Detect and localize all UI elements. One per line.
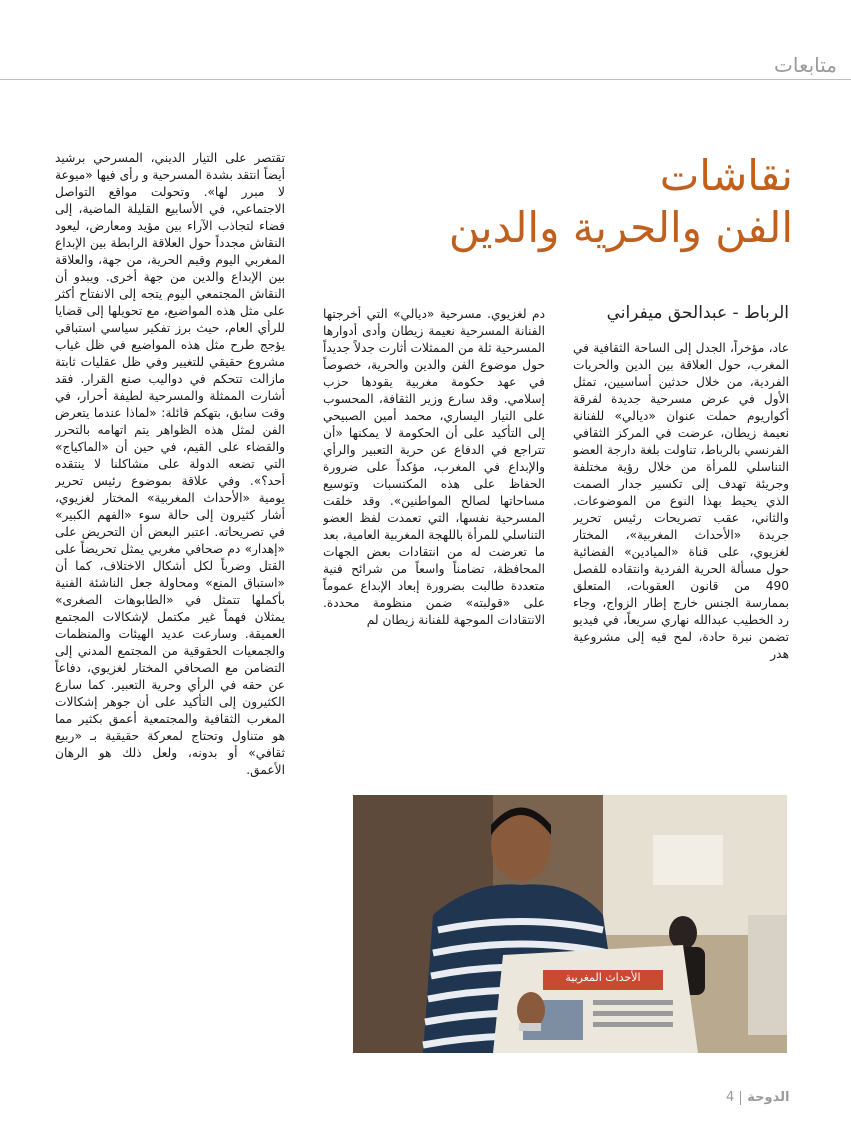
article-column-middle: دم لغزيوي. مسرحية «ديالي» التي أخرجتها الفنانة المسرحية نعيمة زيطان وأدى أدوارها المسرحية ثلة من الممثلات أثارت جدلاً جديداً حول موضوع الفن والدين والحرية، خصوصاً في عهد حكومة مغربية يقودها حزب إسلامي. وقد سارع وزير الثقافة، المحسوب على التيار اليساري، محمد أمين الصبيحي إلى التأكيد على أن الحكومة لا يمكنها «أن تتراجع في الدفاع عن حرية التعبير والرأي والإبداع في المغرب، مؤكداً على ضرورة الحفاظ على هذه المكتسبات وتوسيع مساحاتها لصالح المواطنين». وقد خلقت المسرحية نفسها، التي تعمدت لفظ العضو التناسلي للمرأة باللهجة المغربية العامية، بعد ما تعرضت له من انتقادات بعض الجهات المحافظة، تضامناً واسعاً من شرائح فنية متعددة طالبت بضرورة إبعاد الإبداع عموماً على «قولبته» ضمن منظومة محددة. الانتقادات الموجهة للفنانة زيطان لم [323, 307, 545, 627]
article-column-left: تقتصر على التيار الديني، المسرحي برشيد أيضاً انتقد بشدة المسرحية و رأى فيها «ميوعة لا مبرر لها». وتحولت مواقع التواصل الاجتماعي، في الأسابيع القليلة الماضية، إلى فضاء لتجاذب الآراء بين مؤيد ومعارض، ليعود النقاش مجدداً حول العلاقة الرابطة بين الإبداع المغربي اليوم وقيم الحرية، من جهة، والعلاقة بين الإبداع والدين من جهة أخرى. ويبدو أن النقاش المجتمعي اليوم يتجه إلى الانفتاح أكثر على مثل هذه المواضيع، مع تحويلها إلى قضايا للرأي العام، حيث برز تفكير سياسي استباقي يؤجج طرح مثل هذه المواضيع في ظل غياب مشروع حقيقي للتغيير وفي ظل عقليات ثابتة مازالت تتحكم في دواليب صنع القرار. فقد أشارت الممثلة والمسرحية لطيفة أحرار، في وقت سابق، بتهكم قائلة: «لماذا عندما يتعرض الفن لمثل هذه الظواهر يتم اتهامه بالتحرر والقضاء على القيم، في حين أن «الماكياج» التي تضعه الدولة على مشاكلنا لا ينتقده أحد؟». وفي علاقة بموضوع رئيس تحرير يومية «الأحداث المغربية» المختار لغزيوي، أشار كثيرون إلى حالة سوء «الفهم الكبير» في تصريحاته. اعتبر البعض أن التحريض على «إهدار» دم صحافي مغربي يمثل تحريضاً على القتل وضرباً لكل أشكال الاختلاف، كما أن «استباق المنع» ومحاولة جعل الناشئة الفنية بأكملها تتمثل في «الطابوهات الصغرى» يمثلان فهماً غير مكتمل لإشكالات المجتمع العميقة. وسارعت عديد الهيئات والمنظمات والجمعيات الحقوقية من المجتمع المدني إلى التضامن مع الصحافي المختار لغزيوي، دفاعاً عن حقه في الرأي وحرية التعبير. كما سارع الكثيرون إلى التأكيد على أن جوهر إشكالات المغرب الثقافية والمجتمعية أعمق بكثير مما هو متناول وتحتاج لمعركة حقيقية بـ «ربيع ثقافي» أو بدونه، ولعل ذلك هو الرهان الأعمق. [55, 151, 285, 777]
byline: الرباط - عبدالحق ميفراني [606, 303, 789, 323]
newspaper-masthead: الأحداث المغربية [565, 971, 641, 984]
page-number: 4 [726, 1090, 735, 1105]
section-divider [0, 79, 851, 80]
page-footer [726, 1090, 806, 1105]
footer-divider [740, 1091, 741, 1105]
headline-line-1: نقاشات [659, 151, 793, 200]
article-photo [353, 795, 787, 1053]
magazine-brand: الدوحة [747, 1090, 790, 1105]
article-headline [353, 150, 793, 254]
section-label: متابعات [774, 53, 837, 77]
headline-line-2: الفن والحرية والدين [448, 203, 793, 252]
article-column-right: عاد، مؤخراً، الجدل إلى الساحة الثقافية في المغرب، حول العلاقة بين الدين والحريات الفردية، من خلال حدثين أساسيين، تمثل الأول في عرض مسرحية جديدة لفرقة أكواريوم حملت عنوان «ديالي» للفنانة نعيمة زيطان، عرضت في المركز الثقافي الفرنسي بالرباط، تناولت بلغة دارجة العضو التناسلي للمرأة من خلال رؤية مختلفة وجريئة تهدف إلى تكسير جدار الصمت الذي يحيط بهذا النوع من الموضوعات. والثاني، عقب تصريحات رئيس تحرير جريدة «الأحداث المغربية»، المختار لغزيوي، على قناة «الميادين» الفضائية حول مسألة الحرية الفردية وانتقاده للفصل 490 من قانون العقوبات، المتعلق بممارسة الجنس خارج إطار الزواج، وجاء رد الخطيب عبدالله نهاري سريعاً، في فيديو تضمن نبرة حادة، لمح فيه إلى مشروعية هدر [573, 341, 789, 661]
photo-illustration [353, 795, 787, 1053]
